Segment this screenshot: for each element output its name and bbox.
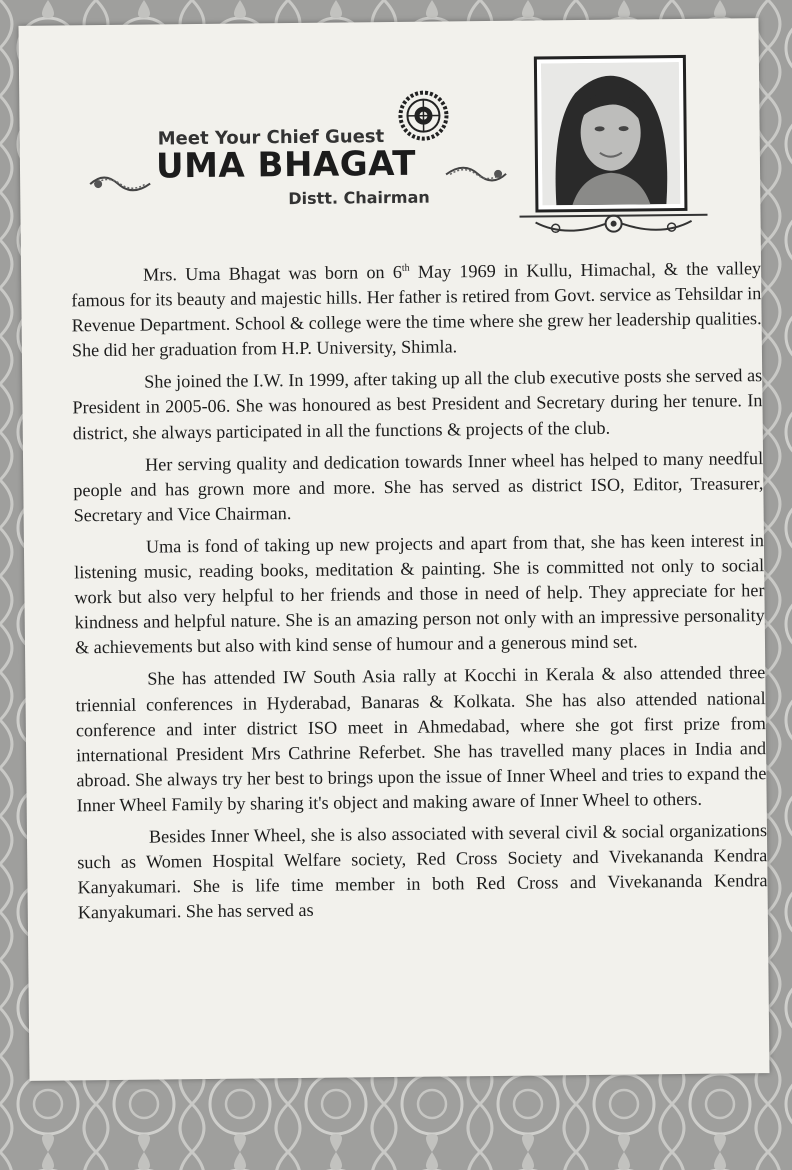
header-block xyxy=(77,81,498,225)
scroll-flourish-icon xyxy=(88,171,152,198)
bio-paragraph-4: Uma is fond of taking up new projects and apart from that, she has keen interest in listening music, reading books, meditation & painting. She is committed not only to social work but also very helpful to her friends and those in need of help. They appreciate for her kindness and helpful nature. She is an amazing person not only with an impressive personality & achievements but also with kind sense of humour and a generous mind set. xyxy=(74,530,765,658)
bio-paragraph-6: Besides Inner Wheel, she is also associated with several civil & social organizations such as Women Hospital Welfare society, Red Cross Society and Vivekananda Kendra Kanyakumari. She is life time member in both Red Cross and Vivekananda Kendra Kanyakumari. She has served as xyxy=(77,820,768,923)
guest-role: Distt. Chairman xyxy=(288,187,430,209)
bio-paragraph-2: She joined the I.W. In 1999, after taking up all the club executive posts she served as President in 2005-06. She was honoured as best President and Secretary during her tenure. In district, she always participated in all the functions & projects of the club. xyxy=(72,365,763,443)
bio-paragraph-5: She has attended IW South Asia rally at Kocchi in Kerala & also attended three triennial conferences in Hyderabad, Banaras & Kolkata. She has also attended national conference and inter district ISO meet in Ahmedabad, where she got first prize from international President Mrs Cathrine Referbet. She has travelled many places in India and abroad. She always try her best to brings upon the issue of Inner Wheel and tries to expand the Inner Wheel Family by sharing it's object and making aware of Inner Wheel to others. xyxy=(75,662,767,816)
portrait-photo xyxy=(534,55,688,213)
document-page xyxy=(18,18,769,1081)
biography-text xyxy=(71,256,768,933)
intro-heading: Meet Your Chief Guest xyxy=(157,126,385,150)
inner-wheel-emblem-icon xyxy=(397,89,450,142)
ornamental-divider-icon xyxy=(515,207,711,241)
scroll-flourish-icon xyxy=(444,161,508,188)
guest-name: UMA BHAGAT xyxy=(155,143,417,187)
bio-paragraph-1: Mrs. Uma Bhagat was born on 6th May 1969 in Kullu, Himachal, & the valley famous for its beauty and majestic hills. Her father is retired from Govt. service as Tehsildar in Revenue Department. School & college were the time where she grew her leadership qualities. She did her graduation from H.P. University, Shimla. xyxy=(71,258,762,361)
bio-paragraph-3: Her serving quality and dedication towards Inner wheel has helped to many needful people and has grown more and more. She has served as district ISO, Editor, Treasurer, Secretary and Vice Chairman. xyxy=(73,447,764,526)
